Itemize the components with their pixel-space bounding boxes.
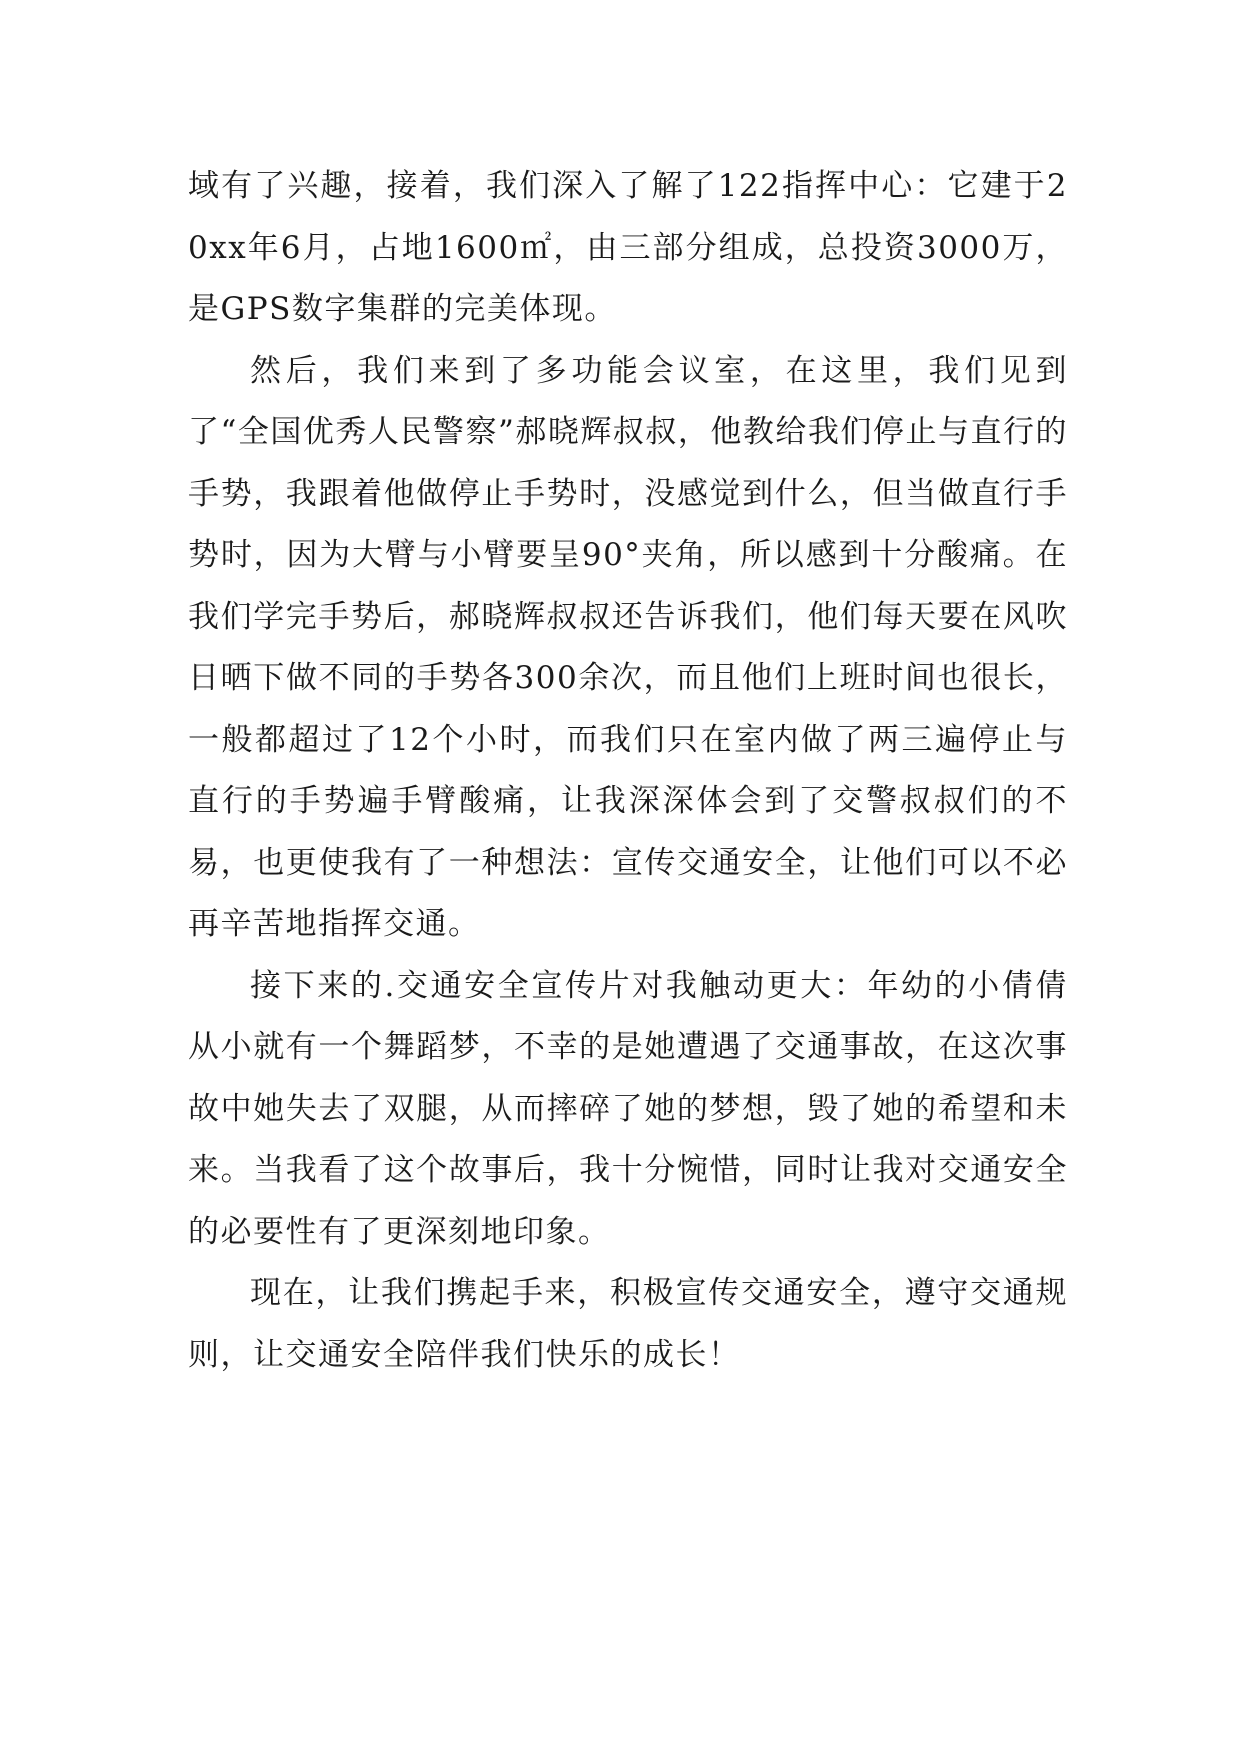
paragraph-3: 接下来的.交通安全宣传片对我触动更大：年幼的小倩倩从小就有一个舞蹈梦，不幸的是她遭遇了交通事故，在这次事故中她失去了双腿，从而摔碎了她的梦想，毁了她的希望和未来。当我看了这个故事后，我十分惋惜，同时让我对交通安全的必要性有了更深刻地印象。 [188, 967, 1068, 1250]
document-body [188, 156, 1068, 1386]
paragraph-1: 域有了兴趣，接着，我们深入了解了122指挥中心：它建于20xx年6月，占地1600㎡，由三部分组成，总投资3000万，是GPS数字集群的完美体现。 [188, 168, 1068, 327]
paragraph-4: 现在，让我们携起手来，积极宣传交通安全，遵守交通规则，让交通安全陪伴我们快乐的成长！ [188, 1275, 1068, 1373]
paragraph-2: 然后，我们来到了多功能会议室，在这里，我们见到了“全国优秀人民警察”郝晓辉叔叔，他教给我们停止与直行的手势，我跟着他做停止手势时，没感觉到什么，但当做直行手势时，因为大臂与小臂要呈90°夹角，所以感到十分酸痛。在我们学完手势后，郝晓辉叔叔还告诉我们，他们每天要在风吹日晒下做不同的手势各300余次，而且他们上班时间也很长，一般都超过了12个小时，而我们只在室内做了两三遍停止与直行的手势遍手臂酸痛，让我深深体会到了交警叔叔们的不易，也更使我有了一种想法：宣传交通安全，让他们可以不必再辛苦地指挥交通。 [188, 352, 1068, 942]
